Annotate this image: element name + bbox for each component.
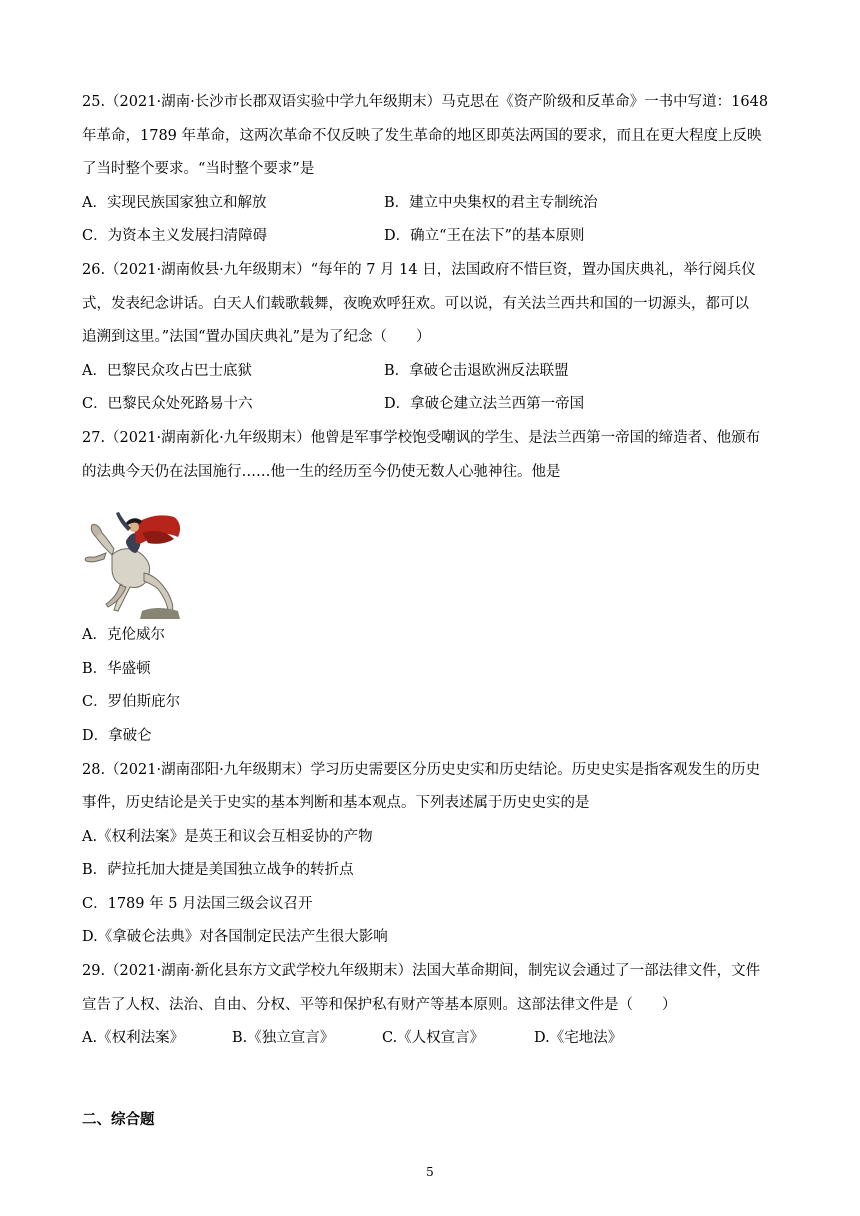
question-29-options: [82, 1022, 782, 1056]
question-26-options: [82, 355, 782, 422]
option-c: C．罗伯斯庇尔: [82, 694, 181, 711]
option-d: D.《拿破仑法典》对各国制定民法产生很大影响: [82, 929, 388, 946]
question-25-options: [82, 187, 782, 254]
question-29: [82, 955, 782, 1056]
question-26-line-1: 26.（2021·湖南攸县·九年级期末）“每年的 7 月 14 日，法国政府不惜巨资，置办国庆典礼，举行阅兵仪: [82, 261, 756, 278]
question-27-line-2: 的法典今天仍在法国施行……他一生的经历至今仍使无数人心驰神往。他是: [82, 463, 561, 480]
option-d: D．拿破仑建立法兰西第一帝国: [384, 396, 585, 413]
option-d: D.《宅地法》: [534, 1030, 623, 1047]
question-26-line-2: 式，发表纪念讲话。白天人们载歌载舞，夜晚欢呼狂欢。可以说，有关法兰西共和国的一切源头，都可以: [82, 295, 749, 312]
option-d: D．拿破仑: [82, 727, 152, 744]
option-d: D．确立“王在法下”的基本原则: [384, 228, 585, 245]
option-a: A．巴黎民众攻占巴士底狱: [82, 362, 252, 379]
option-b: B．华盛顿: [82, 660, 151, 677]
question-29-line-1: 29.（2021·湖南·新化县东方文武学校九年级期末）法国大革命期间，制宪议会通过了一部法律文件，文件: [82, 963, 761, 980]
option-c: C．巴黎民众处死路易十六: [82, 396, 253, 413]
question-28-line-1: 28.（2021·湖南邵阳·九年级期末）学习历史需要区分历史史实和历史结论。历史史实是指客观发生的历史: [82, 761, 761, 778]
option-a: A.《权利法案》是英王和议会互相妥协的产物: [82, 828, 373, 845]
question-25-line-2: 年革命，1789 年革命，这两次革命不仅反映了发生革命的地区即英法两国的要求，而且在更大程度上反映: [82, 127, 762, 144]
question-29-line-2: 宣告了人权、法治、自由、分权、平等和保护私有财产等基本原则。这部法律文件是（ ）: [82, 996, 677, 1013]
option-a: A．克伦威尔: [82, 627, 165, 644]
question-26: [82, 254, 782, 422]
option-c: C．为资本主义发展扫清障碍: [82, 228, 268, 245]
question-28-line-2: 事件，历史结论是关于史实的基本判断和基本观点。下列表述属于历史史实的是: [82, 795, 590, 812]
section-title: 二、综合题: [82, 1111, 155, 1128]
question-27: [82, 422, 782, 754]
option-a: A．实现民族国家独立和解放: [82, 194, 267, 211]
question-25: [82, 86, 782, 254]
option-a: A.《权利法案》: [82, 1030, 185, 1047]
option-b: B．建立中央集权的君主专制统治: [384, 194, 598, 211]
option-c: C.《人权宣言》: [382, 1030, 485, 1047]
question-26-line-3: 追溯到这里。”法国“置办国庆典礼”是为了纪念（ ）: [82, 329, 431, 346]
question-25-line-1: 25.（2021·湖南·长沙市长郡双语实验中学九年级期末）马克思在《资产阶级和反革命》一书中写道：1648: [82, 94, 769, 110]
page-number: 5: [426, 1165, 434, 1179]
question-27-line-1: 27.（2021·湖南新化·九年级期末）他曾是军事学校饱受嘲讽的学生、是法兰西第一帝国的缔造者、他颁布: [82, 429, 761, 446]
question-25-line-3: 了当时整个要求。“当时整个要求”是: [82, 161, 315, 178]
option-b: B．萨拉托加大捷是美国独立战争的转折点: [82, 862, 354, 879]
question-27-options: [82, 619, 782, 753]
option-c: C．1789 年 5 月法国三级会议召开: [82, 895, 313, 912]
option-b: B．拿破仑击退欧洲反法联盟: [384, 362, 569, 379]
question-list: [82, 86, 782, 1056]
option-b: B.《独立宣言》: [232, 1030, 335, 1047]
question-28: [82, 754, 782, 956]
napoleon-crossing-alps-image: [82, 503, 188, 619]
question-28-options: [82, 821, 782, 955]
